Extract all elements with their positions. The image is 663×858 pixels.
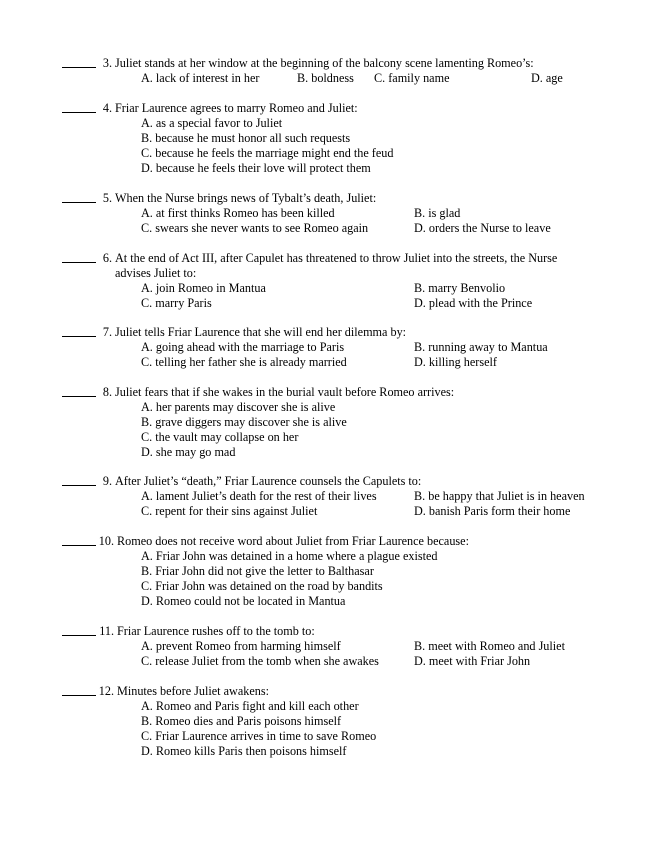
answer-blank[interactable] [62,385,96,400]
option-b: B. boldness [297,71,354,85]
question-stem: After Juliet’s “death,” Friar Laurence counsels the Capulets to: [115,474,422,488]
option-a: A. going ahead with the marriage to Paris [141,340,345,354]
option-c: C. repent for their sins against Juliet [141,504,318,518]
answer-blank[interactable] [62,251,96,266]
option-b: B. running away to Mantua [414,340,548,354]
option-d: D. orders the Nurse to leave [414,221,551,235]
option-a: A. lack of interest in her [141,71,260,85]
option-c: C. swears she never wants to see Romeo again [141,221,369,235]
option-c: C. Friar Laurence arrives in time to save Romeo [141,729,377,743]
answer-blank[interactable] [62,624,96,639]
option-d: D. because he feels their love will protect them [141,161,371,175]
question-number: 4. [102,101,112,115]
question-stem: Minutes before Juliet awakens: [117,684,269,698]
option-b: B. Romeo dies and Paris poisons himself [141,714,342,728]
question-stem: At the end of Act III, after Capulet has threatened to throw Juliet into the streets, the Nurse [115,251,558,265]
answer-blank[interactable] [62,684,96,699]
option-d: D. Romeo kills Paris then poisons himself [141,744,347,758]
option-d: D. she may go mad [141,445,236,459]
answer-blank[interactable] [62,325,96,340]
option-b: B. grave diggers may discover she is alive [141,415,347,429]
option-c: C. because he feels the marriage might end the feud [141,146,394,160]
option-a: A. Friar John was detained in a home where a plague existed [141,549,438,563]
option-b: B. Friar John did not give the letter to Balthasar [141,564,374,578]
answer-blank[interactable] [62,56,96,71]
option-a: A. her parents may discover she is alive [141,400,336,414]
option-a: A. as a special favor to Juliet [141,116,283,130]
option-d: D. banish Paris form their home [414,504,571,518]
answer-blank[interactable] [62,191,96,206]
question-number: 12. [98,684,114,698]
option-a: A. join Romeo in Mantua [141,281,266,295]
question-stem: Friar Laurence rushes off to the tomb to: [117,624,315,638]
option-c: C. release Juliet from the tomb when she awakes [141,654,379,668]
option-d: D. meet with Friar John [414,654,531,668]
question-number: 5. [102,191,112,205]
question-number: 6. [102,251,112,265]
option-b: B. marry Benvolio [414,281,506,295]
option-c: C. family name [374,71,450,85]
option-c: C. Friar John was detained on the road by bandits [141,579,383,593]
option-d: D. Romeo could not be located in Mantua [141,594,346,608]
question-stem: When the Nurse brings news of Tybalt’s death, Juliet: [115,191,377,205]
question-stem: Romeo does not receive word about Juliet from Friar Laurence because: [117,534,469,548]
question-number: 8. [102,385,112,399]
question-number: 11. [99,624,114,638]
question-stem: Juliet tells Friar Laurence that she will end her dilemma by: [115,325,407,339]
answer-blank[interactable] [62,474,96,489]
question-stem: Juliet stands at her window at the beginning of the balcony scene lamenting Romeo’s: [115,56,534,70]
option-a: A. Romeo and Paris fight and kill each other [141,699,359,713]
question-number: 9. [102,474,112,488]
question-number: 10. [98,534,114,548]
answer-blank[interactable] [62,534,96,549]
option-b: B. because he must honor all such requests [141,131,351,145]
question-stem: Friar Laurence agrees to marry Romeo and Juliet: [115,101,358,115]
option-d: D. age [531,71,563,85]
option-c: C. the vault may collapse on her [141,430,299,444]
option-c: C. telling her father she is already married [141,355,347,369]
question-stem: Juliet fears that if she wakes in the burial vault before Romeo arrives: [115,385,455,399]
option-b: B. be happy that Juliet is in heaven [414,489,585,503]
option-a: A. lament Juliet’s death for the rest of their lives [141,489,377,503]
option-d: D. plead with the Prince [414,296,533,310]
option-b: B. meet with Romeo and Juliet [414,639,565,653]
option-d: D. killing herself [414,355,497,369]
option-b: B. is glad [414,206,461,220]
answer-blank[interactable] [62,101,96,116]
option-c: C. marry Paris [141,296,212,310]
option-a: A. prevent Romeo from harming himself [141,639,341,653]
option-a: A. at first thinks Romeo has been killed [141,206,335,220]
question-number: 3. [102,56,112,70]
question-number: 7. [102,325,112,339]
question-stem-continued: advises Juliet to: [115,266,197,280]
